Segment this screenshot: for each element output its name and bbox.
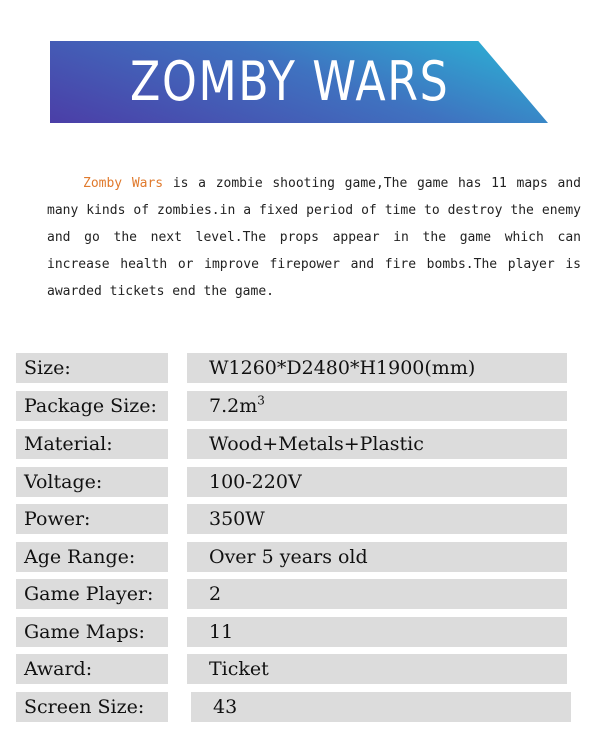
spec-label-screen-size: Screen Size: [16,692,168,722]
spec-label-package-size: Package Size: [16,391,168,421]
spec-label-power: Power: [16,504,168,534]
spec-label-game-player: Game Player: [16,579,168,609]
spec-value-screen-size: 43 [191,692,571,722]
spec-value-material: Wood+Metals+Plastic [187,429,567,459]
spec-label-age-range: Age Range: [16,542,168,572]
spec-label-game-maps: Game Maps: [16,617,168,647]
game-name: Zomby Wars [83,176,164,191]
spec-value-package-size-text: 7.2m [209,395,258,417]
spec-value-package-size [187,391,567,421]
spec-value-package-size-sup: 3 [257,393,265,408]
spec-value-award: Ticket [187,654,567,684]
spec-value-game-player: 2 [187,579,567,609]
spec-label-award: Award: [16,654,168,684]
spec-value-size: W1260*D2480*H1900(mm) [187,353,567,383]
spec-label-size: Size: [16,353,168,383]
intro-text: is a zombie shooting game,The game has 11 maps and many kinds of zombies.in a fixed period of time to destroy the enemy and go the next level.The props appear in the game which can increase health or improve firepower and fire bombs.The player is awarded tickets end the game. [47,176,581,299]
spec-value-power: 350W [187,504,567,534]
spec-value-game-maps: 11 [187,617,567,647]
intro-paragraph [47,170,581,305]
spec-label-material: Material: [16,429,168,459]
spec-label-voltage: Voltage: [16,467,168,497]
spec-value-voltage: 100-220V [187,467,567,497]
banner-title: ZOMBY WARS [130,50,450,113]
spec-value-age-range: Over 5 years old [187,542,567,572]
